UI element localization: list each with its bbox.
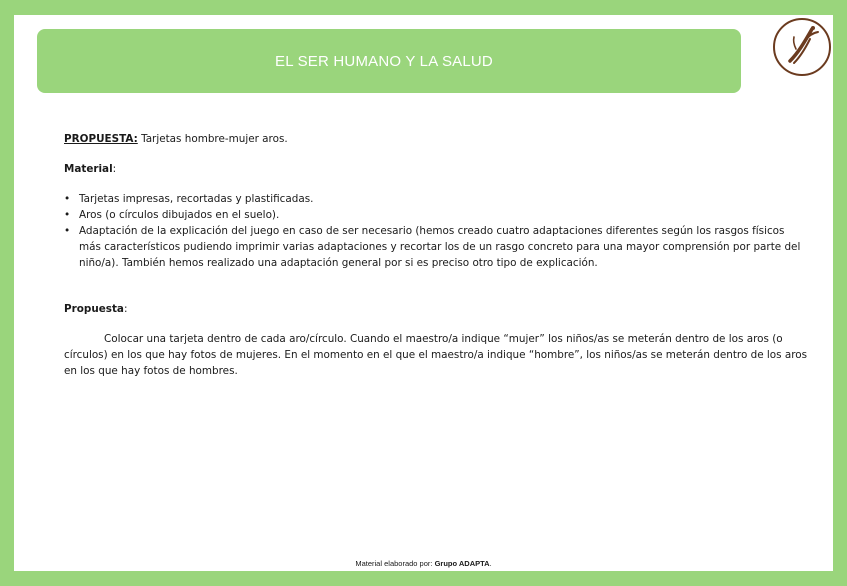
material-heading [64,161,808,177]
footer-suffix: . [489,559,492,568]
propuesta-section-heading [64,301,808,317]
material-colon: : [112,163,117,175]
propuesta-paragraph: Colocar una tarjeta dentro de cada aro/círculo. Cuando el maestro/a indique “mujer” los niños/as se meterán dentro de los aros (o círculos) en los que hay fotos de mujeres. En el momento en el que el maestro/a indique “hombre”, los niños/as se meterán dentro de los aros en los que hay fotos de hombres. [64,333,808,377]
material-label: Material [64,163,113,175]
propuesta-heading-text: Tarjetas hombre-mujer aros. [137,133,288,145]
title-banner [37,29,741,93]
propuesta-heading-label: PROPUESTA: [64,133,138,145]
stylized-figure-logo-icon [772,17,832,77]
footer-prefix: Material elaborado por: [355,559,435,568]
list-item: • Tarjetas impresas, recortadas y plastificadas. [79,191,808,207]
material-list [64,191,808,271]
footer-credit [0,559,847,568]
propuesta-label: Propuesta [64,303,124,315]
list-item: • Adaptación de la explicación del juego en caso de ser necesario (hemos creado cuatro adaptaciones diferentes según los rasgos físicos más característicos pudiendo imprimir varias adaptaciones y recortar los de un rasgo concreto para una mayor comprensión por parte del niño/a). También hemos realizado una adaptación general por si es preciso otro tipo de explicación. [79,223,808,271]
list-item: • Aros (o círculos dibujados en el suelo). [79,207,808,223]
document-body [64,131,808,379]
propuesta-colon: : [123,303,128,315]
propuesta-heading-line [64,131,808,147]
footer-author: Grupo ADAPTA [434,559,490,568]
page-title: EL SER HUMANO Y LA SALUD [275,52,493,70]
